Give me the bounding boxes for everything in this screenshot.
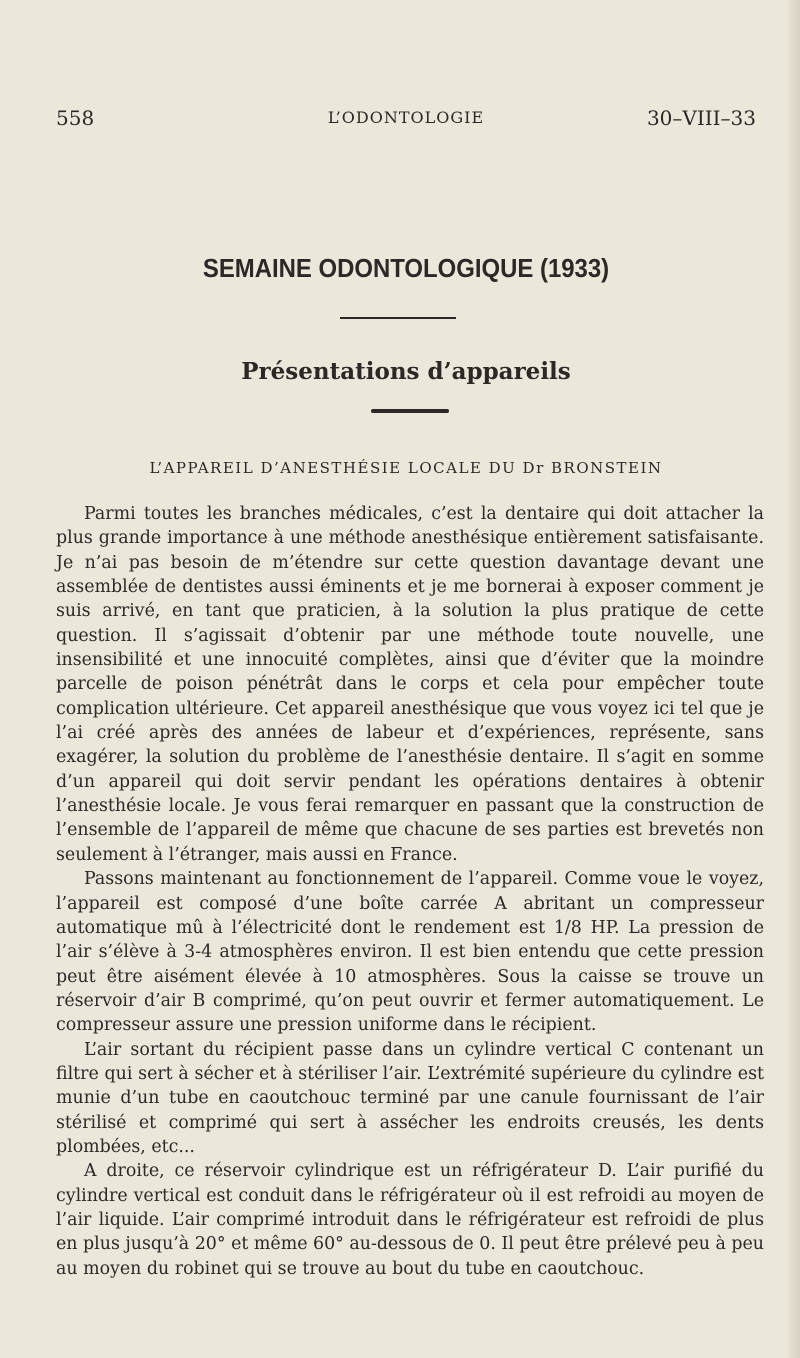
issue-date: 30–VIII–33 — [646, 106, 756, 130]
paragraph-3: L’air sortant du récipient passe dans un cylindre vertical C contenant un filtre qui sert à sécher et à stériliser l’air. L’extrémité supérieure du cylindre est munie d’un tube en caoutchouc terminé par une canule fournissant de l’air stérilisé et comprimé qui sert à assécher les endroits creusés, les dents plombées, etc... — [56, 1039, 764, 1157]
journal-title: L’ODONTOLOGIE — [327, 108, 485, 127]
body-text — [56, 502, 764, 1281]
main-title: SEMAINE ODONTOLOGIQUE (1933) — [202, 253, 610, 283]
paragraph-4: A droite, ce réservoir cylindrique est un réfrigérateur D. L’air purifié du cylindre vertical est conduit dans le réfrigérateur où il est refroidi au moyen de l’air liquide. L’air comprimé introduit dans le réfrigérateur est refroidi de plus en plus jusqu’à 20° et même 60° au-dessous de 0. Il peut être prélevé peu à peu au moyen du robinet qui se trouve au bout du tube en caoutchouc. — [56, 1161, 764, 1279]
title-rule — [340, 317, 456, 319]
paragraph-1: Parmi toutes les branches médicales, c’est la dentaire qui doit attacher la plus grande importance à une méthode anesthésique entièrement satisfaisante. Je n’ai pas besoin de m’étendre sur cette question davantage devant une assemblée de dentistes aussi éminents et je me bornerai à exposer comment je suis arrivé, en tant que praticien, à la solution la plus pratique de cette question. Il s’agissait d’obtenir par une méthode toute nouvelle, une insensibilité et une innocuité complètes, ainsi que d’éviter que la moindre parcelle de poison pénétrât dans le corps et cela pour empêcher toute complication ultérieure. Cet appareil anesthésique que vous voyez ici tel que je l’ai créé après des années de labeur et d’expériences, représente, sans exagérer, la solution du problème de l’anesthésie dentaire. Il s’agit en somme d’un appareil qui doit servir pendant les opérations dentaires à obtenir l’anesthésie locale. Je vous ferai remarquer en passant que la construction de l’ensemble de l’appareil de même que chacune de ses parties est brevetés non seulement à l’étranger, mais aussi en France. — [56, 504, 764, 865]
page-number: 558 — [56, 106, 95, 130]
running-header — [56, 106, 756, 136]
subtitle: Présentations d’appareils — [241, 358, 571, 385]
page-edge-shadow — [786, 0, 800, 1358]
subtitle-rule — [371, 409, 449, 413]
paragraph-2: Passons maintenant au fonctionnement de l’appareil. Comme voue le voyez, l’appareil est composé d’une boîte carrée A abritant un compresseur automatique mû à l’électricité dont le rendement est 1/8 HP. La pression de l’air s’élève à 3-4 atmosphères environ. Il est bien entendu que cette pression peut être aisément élevée à 10 atmosphères. Sous la caisse se trouve un réservoir d’air B comprimé, qu’on peut ouvrir et fermer automatiquement. Le compresseur assure une pression uniforme dans le récipient. — [56, 869, 764, 1036]
section-heading: L’APPAREIL D’ANESTHÉSIE LOCALE DU Dr BRONSTEIN — [149, 459, 663, 477]
